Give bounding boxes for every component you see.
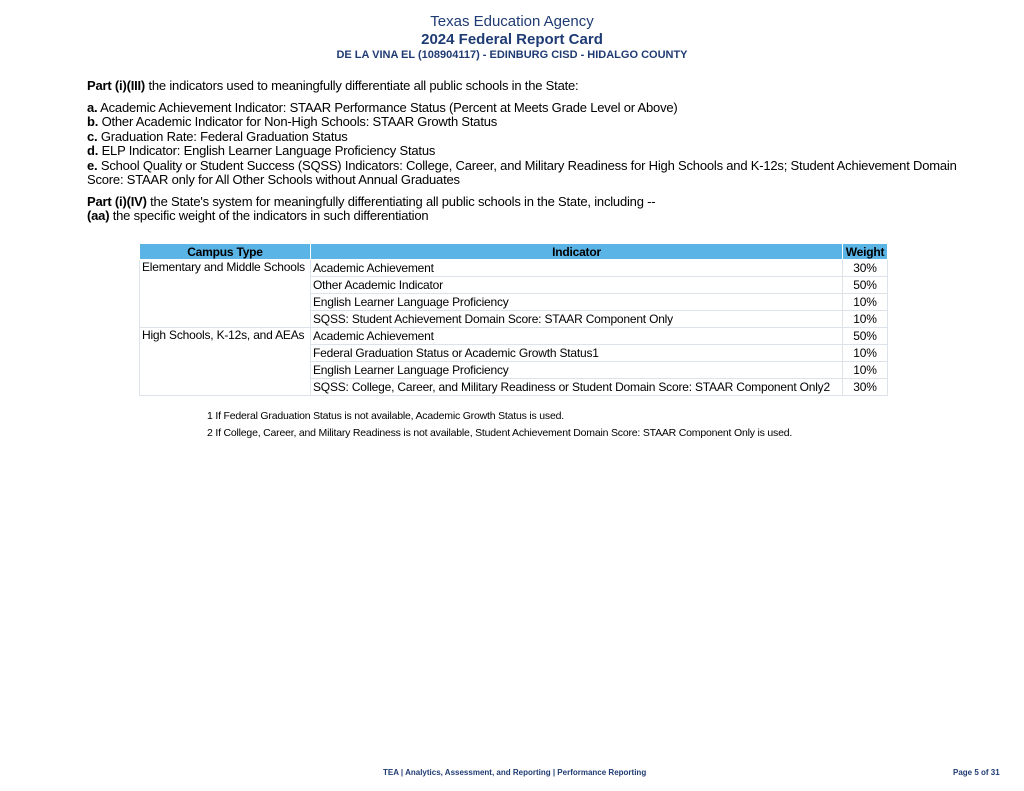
weight-cell: 50% [843,277,888,294]
footer-credit: TEA | Analytics, Assessment, and Reporting | Performance Reporting [383,768,647,777]
indicator-cell: Academic Achievement [311,260,843,277]
report-title: 2024 Federal Report Card [421,31,603,48]
part-text: the indicators used to meaningfully differentiate all public schools in the State: [145,78,579,93]
item-text: Other Academic Indicator for Non-High Schools: STAAR Growth Status [98,114,498,129]
indicator-cell: English Learner Language Proficiency [311,362,843,379]
col-indicator: Indicator [311,244,843,260]
indicator-item [87,100,678,115]
item-text: Graduation Rate: Federal Graduation Status [97,128,348,144]
weight-cell: 10% [843,311,888,328]
indicator-cell: SQSS: Student Achievement Domain Score: STAAR Component Only [311,311,843,328]
indicator-item [87,129,348,144]
part-4-intro [87,195,967,224]
item-label: e. [87,157,98,173]
table-row [140,260,888,277]
sub-label: (aa) [87,208,110,223]
col-campus-type: Campus Type [140,244,311,260]
part-label: Part (i)(III) [87,78,146,93]
footnote: 1 If Federal Graduation Status is not available, Academic Growth Status is used. [207,410,564,422]
weights-table [139,243,888,396]
indicator-item [87,143,435,158]
indicator-item [87,158,957,188]
part-3-intro [87,79,967,94]
weight-cell: 10% [843,294,888,311]
item-text: School Quality or Student Success (SQSS) Indicators: College, Career, and Military Readiness for High Schools and K-12s; Student Achievement Domain Score: STAAR only for All Other Schools without Annual Graduates [87,157,957,187]
weight-cell: 10% [843,362,888,379]
item-label: b. [87,114,99,129]
campus-subtitle: DE LA VINA EL (108904117) - EDINBURG CISD - HIDALGO COUNTY [336,49,688,61]
item-text: ELP Indicator: English Learner Language Proficiency Status [98,143,436,158]
item-label: d. [87,143,99,158]
indicator-list [87,101,967,188]
weight-cell: 10% [843,345,888,362]
indicator-cell: Other Academic Indicator [311,277,843,294]
footnotes [207,408,792,442]
item-label: a. [87,99,98,115]
item-text: Academic Achievement Indicator: STAAR Performance Status (Percent at Meets Grade Level or Above) [97,99,678,115]
col-weight: Weight [843,244,888,260]
table-header-row [140,244,888,260]
indicator-item [87,114,497,129]
footnote: 2 If College, Career, and Military Readiness is not available, Student Achievement Domain Score: STAAR Component Only is used. [207,427,793,439]
indicator-cell: SQSS: College, Career, and Military Readiness or Student Domain Score: STAAR Component Only2 [311,379,843,396]
part-text: the State's system for meaningfully differentiating all public schools in the State, including -- [146,193,656,209]
weight-cell: 30% [843,260,888,277]
agency-name: Texas Education Agency [430,13,594,30]
sub-text: the specific weight of the indicators in such differentiation [109,208,429,223]
indicator-cell: Federal Graduation Status or Academic Growth Status1 [311,345,843,362]
campus-type-cell: Elementary and Middle Schools [140,260,311,328]
table-row [140,328,888,345]
indicator-cell: English Learner Language Proficiency [311,294,843,311]
indicator-cell: Academic Achievement [311,328,843,345]
page-number: Page 5 of 31 [953,768,1000,777]
report-body [87,79,967,231]
report-header [0,13,1024,62]
campus-type-cell: High Schools, K-12s, and AEAs [140,328,311,396]
weight-cell: 30% [843,379,888,396]
weight-cell: 50% [843,328,888,345]
item-label: c. [87,128,98,144]
part-label: Part (i)(IV) [87,193,147,209]
